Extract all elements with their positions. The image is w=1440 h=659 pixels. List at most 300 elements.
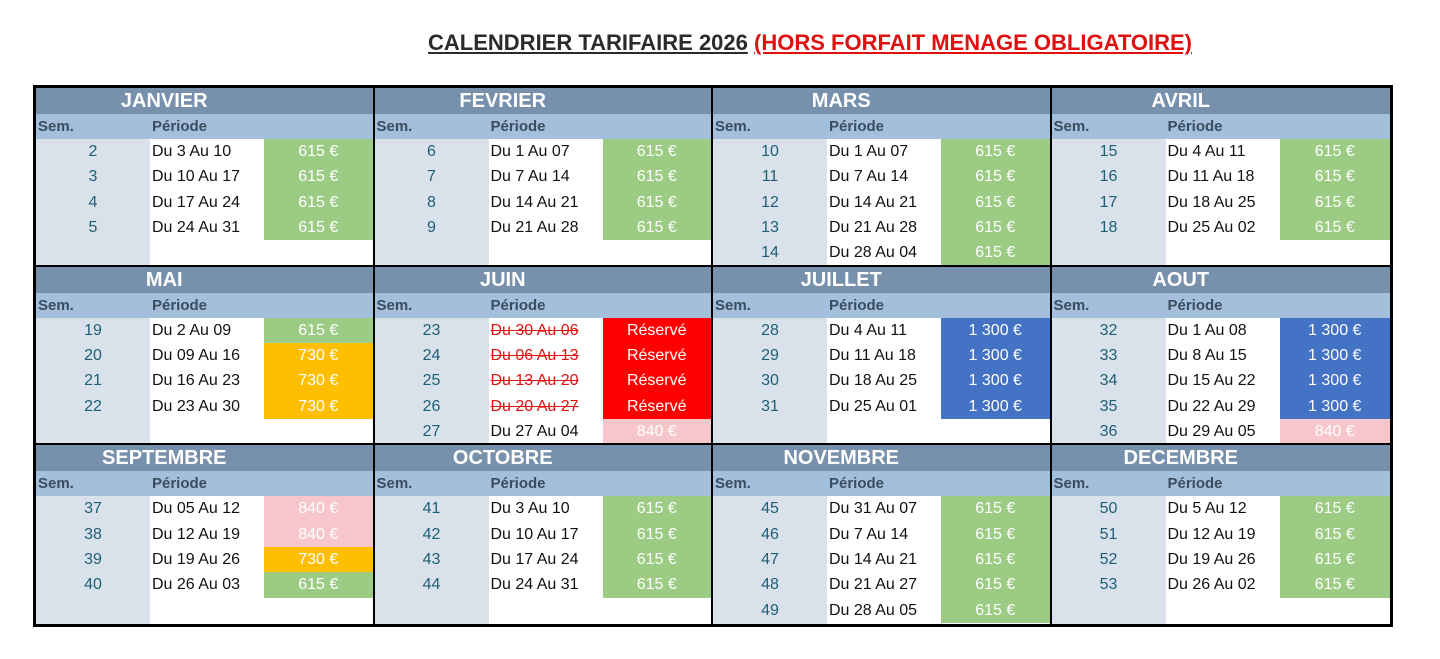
month-name: OCTOBRE bbox=[452, 447, 553, 470]
table-row bbox=[713, 190, 1050, 215]
week-number: 50 bbox=[1052, 496, 1166, 521]
week-number: 31 bbox=[713, 394, 827, 419]
week-number: 32 bbox=[1052, 318, 1166, 343]
week-number: 22 bbox=[36, 394, 150, 419]
period-dates: Du 12 Au 19 bbox=[1167, 525, 1256, 543]
title-note: (HORS FORFAIT MENAGE OBLIGATOIRE) bbox=[754, 30, 1192, 55]
column-header-row bbox=[375, 293, 712, 318]
week-column-filler bbox=[36, 240, 150, 264]
price-cell: 615 € bbox=[941, 496, 1050, 521]
week-number: 49 bbox=[713, 598, 827, 623]
column-header-sem: Sem. bbox=[376, 118, 413, 135]
column-header-periode: Période bbox=[1167, 118, 1223, 135]
period-dates: Du 12 Au 19 bbox=[152, 525, 241, 543]
row-filler bbox=[375, 240, 712, 264]
week-number: 15 bbox=[1052, 139, 1166, 164]
price-cell: 1 300 € bbox=[941, 368, 1050, 393]
month-block-septembre bbox=[36, 445, 375, 624]
period-dates: Du 25 Au 01 bbox=[829, 397, 918, 415]
price-cell: 615 € bbox=[1280, 164, 1391, 189]
month-header bbox=[1052, 267, 1391, 293]
column-header-periode: Période bbox=[152, 118, 208, 135]
week-column-filler bbox=[713, 623, 827, 624]
week-number: 40 bbox=[36, 572, 150, 597]
week-number: 21 bbox=[36, 368, 150, 393]
month-header bbox=[713, 445, 1050, 471]
column-header-periode: Période bbox=[490, 475, 546, 493]
price-cell: 615 € bbox=[603, 496, 712, 521]
table-row bbox=[36, 343, 373, 368]
price-cell: 840 € bbox=[1280, 419, 1391, 444]
period-dates: Du 14 Au 21 bbox=[829, 550, 918, 568]
price-cell: 615 € bbox=[603, 522, 712, 547]
week-column-filler bbox=[713, 419, 827, 443]
period-dates: Du 17 Au 24 bbox=[490, 550, 579, 568]
month-name: NOVEMBRE bbox=[783, 447, 900, 470]
week-number: 34 bbox=[1052, 368, 1166, 393]
period-dates: Du 1 Au 07 bbox=[490, 143, 570, 160]
price-cell: 615 € bbox=[603, 572, 712, 597]
table-row bbox=[1052, 547, 1391, 572]
week-number: 42 bbox=[375, 522, 489, 547]
period-dates: Du 19 Au 26 bbox=[1167, 550, 1256, 568]
table-row bbox=[713, 215, 1050, 240]
week-number: 38 bbox=[36, 522, 150, 547]
week-number: 12 bbox=[713, 190, 827, 215]
column-header-periode: Période bbox=[490, 118, 546, 135]
month-block-mai bbox=[36, 267, 375, 446]
price-cell: 615 € bbox=[603, 139, 712, 164]
week-number: 8 bbox=[375, 190, 489, 215]
week-number: 18 bbox=[1052, 215, 1166, 240]
period-dates: Du 28 Au 04 bbox=[829, 244, 918, 262]
period-dates: Du 5 Au 12 bbox=[1167, 500, 1247, 518]
period-dates: Du 10 Au 17 bbox=[152, 168, 241, 186]
period-dates: Du 1 Au 07 bbox=[829, 143, 909, 160]
reserved-badge: Réservé bbox=[603, 394, 712, 419]
price-cell: 1 300 € bbox=[1280, 318, 1391, 343]
price-cell: 615 € bbox=[264, 215, 373, 240]
month-name: AOUT bbox=[1152, 268, 1210, 291]
week-number: 29 bbox=[713, 343, 827, 368]
price-cell: 615 € bbox=[941, 547, 1050, 572]
table-row bbox=[36, 522, 373, 547]
month-header bbox=[36, 267, 373, 293]
table-row bbox=[375, 394, 712, 419]
price-cell: 615 € bbox=[941, 240, 1050, 265]
row-filler bbox=[36, 419, 373, 443]
period-dates: Du 7 Au 14 bbox=[829, 525, 909, 543]
period-dates: Du 4 Au 11 bbox=[829, 321, 907, 339]
table-row bbox=[375, 368, 712, 393]
table-row bbox=[1052, 318, 1391, 343]
period-dates: Du 27 Au 04 bbox=[490, 422, 579, 440]
month-name: AVRIL bbox=[1151, 90, 1210, 112]
period-dates: Du 14 Au 21 bbox=[490, 193, 579, 211]
period-dates: Du 3 Au 10 bbox=[152, 143, 232, 160]
table-row bbox=[713, 240, 1050, 265]
period-dates: Du 1 Au 08 bbox=[1167, 321, 1247, 339]
month-name: DECEMBRE bbox=[1123, 447, 1238, 470]
price-cell: 840 € bbox=[603, 419, 712, 444]
price-cell: 615 € bbox=[941, 164, 1050, 189]
column-header-periode: Période bbox=[829, 296, 885, 314]
period-dates: Du 24 Au 31 bbox=[490, 576, 579, 594]
table-row bbox=[375, 547, 712, 572]
period-dates: Du 10 Au 17 bbox=[490, 525, 579, 543]
table-row bbox=[1052, 139, 1391, 164]
week-number: 44 bbox=[375, 572, 489, 597]
week-number: 6 bbox=[375, 139, 489, 164]
table-row bbox=[713, 343, 1050, 368]
week-number: 16 bbox=[1052, 164, 1166, 189]
price-cell: 615 € bbox=[603, 215, 712, 240]
column-header-periode: Période bbox=[152, 296, 208, 314]
month-name: JUILLET bbox=[800, 268, 882, 291]
price-cell: 615 € bbox=[264, 572, 373, 597]
row-filler bbox=[1052, 240, 1391, 264]
week-number: 41 bbox=[375, 496, 489, 521]
table-row bbox=[1052, 496, 1391, 521]
period-dates: Du 17 Au 24 bbox=[152, 193, 241, 211]
price-cell: 840 € bbox=[264, 496, 373, 521]
period-dates: Du 2 Au 09 bbox=[152, 321, 232, 339]
table-row bbox=[375, 139, 712, 164]
week-number: 14 bbox=[713, 240, 827, 265]
period-dates: Du 30 Au 06 bbox=[490, 321, 579, 339]
column-header-row bbox=[375, 471, 712, 496]
row-filler bbox=[713, 623, 1050, 624]
period-dates: Du 16 Au 23 bbox=[152, 372, 241, 390]
table-row bbox=[36, 139, 373, 164]
table-row bbox=[713, 318, 1050, 343]
table-row bbox=[36, 368, 373, 393]
table-row bbox=[713, 522, 1050, 547]
week-number: 37 bbox=[36, 496, 150, 521]
price-cell: 1 300 € bbox=[1280, 343, 1391, 368]
price-cell: 730 € bbox=[264, 547, 373, 572]
table-row bbox=[375, 164, 712, 189]
price-cell: 730 € bbox=[264, 368, 373, 393]
week-number: 17 bbox=[1052, 190, 1166, 215]
column-header-sem: Sem. bbox=[1053, 296, 1090, 314]
title-main: CALENDRIER TARIFAIRE 2026 bbox=[428, 30, 748, 55]
month-block-octobre bbox=[375, 445, 714, 624]
price-cell: 730 € bbox=[264, 394, 373, 419]
row-filler bbox=[1052, 598, 1391, 624]
table-row bbox=[36, 394, 373, 419]
price-cell: 615 € bbox=[603, 547, 712, 572]
month-header bbox=[36, 445, 373, 471]
period-dates: Du 31 Au 07 bbox=[829, 500, 918, 518]
price-cell: 615 € bbox=[1280, 215, 1391, 240]
table-row bbox=[375, 496, 712, 521]
price-cell: 615 € bbox=[1280, 547, 1391, 572]
price-cell: 615 € bbox=[264, 164, 373, 189]
period-dates: Du 8 Au 15 bbox=[1167, 346, 1247, 364]
column-header-sem: Sem. bbox=[1053, 118, 1090, 135]
month-name: MARS bbox=[811, 90, 871, 112]
column-header-row bbox=[1052, 114, 1391, 139]
week-number: 25 bbox=[375, 368, 489, 393]
table-row bbox=[36, 318, 373, 343]
column-header-row bbox=[36, 471, 373, 496]
month-header bbox=[1052, 445, 1391, 471]
week-number: 24 bbox=[375, 343, 489, 368]
period-dates: Du 7 Au 14 bbox=[829, 168, 909, 186]
week-number: 23 bbox=[375, 318, 489, 343]
column-header-periode: Période bbox=[490, 296, 546, 314]
table-row bbox=[1052, 394, 1391, 419]
table-row bbox=[713, 598, 1050, 623]
month-block-mars bbox=[713, 88, 1052, 267]
column-header-periode: Période bbox=[829, 475, 885, 493]
month-block-fevrier bbox=[375, 88, 714, 267]
week-number: 5 bbox=[36, 215, 150, 240]
period-dates: Du 11 Au 18 bbox=[1167, 168, 1255, 186]
table-row bbox=[36, 496, 373, 521]
table-row bbox=[1052, 522, 1391, 547]
price-cell: 1 300 € bbox=[1280, 368, 1391, 393]
week-number: 51 bbox=[1052, 522, 1166, 547]
price-cell: 615 € bbox=[941, 215, 1050, 240]
price-cell: 1 300 € bbox=[1280, 394, 1391, 419]
column-header-periode: Période bbox=[1167, 475, 1223, 493]
month-block-janvier bbox=[36, 88, 375, 267]
month-block-avril bbox=[1052, 88, 1391, 267]
column-header-sem: Sem. bbox=[715, 475, 751, 493]
week-number: 35 bbox=[1052, 394, 1166, 419]
row-filler bbox=[713, 419, 1050, 443]
price-cell: 730 € bbox=[264, 343, 373, 368]
column-header-row bbox=[713, 114, 1050, 139]
period-dates: Du 3 Au 10 bbox=[490, 500, 570, 518]
period-dates: Du 09 Au 16 bbox=[152, 346, 241, 364]
period-dates: Du 28 Au 05 bbox=[829, 601, 918, 619]
row-filler bbox=[36, 598, 373, 624]
period-dates: Du 22 Au 29 bbox=[1167, 397, 1256, 415]
week-column-filler bbox=[1052, 240, 1166, 264]
column-header-row bbox=[36, 293, 373, 318]
week-number: 53 bbox=[1052, 572, 1166, 597]
column-header-sem: Sem. bbox=[38, 118, 74, 135]
table-row bbox=[713, 368, 1050, 393]
table-row bbox=[375, 522, 712, 547]
column-header-sem: Sem. bbox=[376, 296, 413, 314]
table-row bbox=[1052, 419, 1391, 444]
period-dates: Du 05 Au 12 bbox=[152, 500, 241, 518]
period-dates: Du 13 Au 20 bbox=[490, 372, 579, 390]
month-header bbox=[36, 88, 373, 114]
price-cell: 615 € bbox=[1280, 496, 1391, 521]
period-dates: Du 18 Au 25 bbox=[1167, 193, 1256, 211]
month-block-aout bbox=[1052, 267, 1391, 446]
table-row bbox=[713, 139, 1050, 164]
week-number: 52 bbox=[1052, 547, 1166, 572]
period-dates: Du 06 Au 13 bbox=[490, 346, 579, 364]
price-cell: 1 300 € bbox=[941, 394, 1050, 419]
period-dates: Du 4 Au 11 bbox=[1167, 143, 1246, 160]
month-name: JANVIER bbox=[120, 90, 208, 112]
table-row bbox=[1052, 164, 1391, 189]
week-number: 43 bbox=[375, 547, 489, 572]
week-number: 26 bbox=[375, 394, 489, 419]
price-cell: 615 € bbox=[264, 139, 373, 164]
table-row bbox=[713, 547, 1050, 572]
week-number: 45 bbox=[713, 496, 827, 521]
column-header-sem: Sem. bbox=[715, 296, 751, 314]
table-row bbox=[375, 318, 712, 343]
week-column-filler bbox=[375, 598, 489, 624]
week-number: 11 bbox=[713, 164, 827, 189]
week-column-filler bbox=[375, 240, 489, 264]
period-dates: Du 21 Au 28 bbox=[829, 218, 918, 236]
table-row bbox=[375, 190, 712, 215]
table-row bbox=[375, 215, 712, 240]
column-header-sem: Sem. bbox=[376, 475, 413, 493]
price-cell: 1 300 € bbox=[941, 343, 1050, 368]
week-number: 30 bbox=[713, 368, 827, 393]
table-row bbox=[1052, 343, 1391, 368]
table-row bbox=[375, 572, 712, 597]
month-header bbox=[1052, 88, 1391, 114]
table-row bbox=[375, 419, 712, 444]
price-cell: 615 € bbox=[941, 139, 1050, 164]
price-cell: 615 € bbox=[603, 164, 712, 189]
table-row bbox=[36, 164, 373, 189]
price-cell: 615 € bbox=[603, 190, 712, 215]
week-number: 28 bbox=[713, 318, 827, 343]
row-filler bbox=[36, 240, 373, 264]
column-header-row bbox=[1052, 471, 1391, 496]
period-dates: Du 24 Au 31 bbox=[152, 218, 241, 236]
week-number: 19 bbox=[36, 318, 150, 343]
table-row bbox=[713, 572, 1050, 597]
table-row bbox=[36, 572, 373, 597]
page-title bbox=[0, 30, 1440, 56]
column-header-row bbox=[713, 293, 1050, 318]
week-number: 4 bbox=[36, 190, 150, 215]
month-header bbox=[713, 267, 1050, 293]
month-header bbox=[713, 88, 1050, 114]
period-dates: Du 21 Au 27 bbox=[829, 576, 918, 594]
week-column-filler bbox=[36, 419, 150, 443]
period-dates: Du 14 Au 21 bbox=[829, 193, 918, 211]
month-block-novembre bbox=[713, 445, 1052, 624]
column-header-row bbox=[1052, 293, 1391, 318]
price-cell: 615 € bbox=[941, 572, 1050, 597]
week-column-filler bbox=[36, 598, 150, 624]
period-dates: Du 26 Au 02 bbox=[1167, 576, 1256, 594]
week-number: 47 bbox=[713, 547, 827, 572]
week-number: 36 bbox=[1052, 419, 1166, 444]
table-row bbox=[36, 190, 373, 215]
price-cell: 615 € bbox=[264, 190, 373, 215]
period-dates: Du 21 Au 28 bbox=[490, 218, 579, 236]
period-dates: Du 20 Au 27 bbox=[490, 397, 579, 415]
column-header-sem: Sem. bbox=[38, 475, 74, 493]
price-cell: 615 € bbox=[1280, 190, 1391, 215]
period-dates: Du 19 Au 26 bbox=[152, 550, 241, 568]
month-name: JUIN bbox=[479, 268, 526, 291]
month-header bbox=[375, 445, 712, 471]
period-dates: Du 23 Au 30 bbox=[152, 397, 241, 415]
price-cell: 840 € bbox=[264, 522, 373, 547]
table-row bbox=[36, 547, 373, 572]
month-block-juillet bbox=[713, 267, 1052, 446]
column-header-periode: Période bbox=[829, 118, 885, 135]
table-row bbox=[1052, 190, 1391, 215]
column-header-periode: Période bbox=[152, 475, 208, 493]
table-row bbox=[713, 496, 1050, 521]
week-number: 10 bbox=[713, 139, 827, 164]
table-row bbox=[1052, 572, 1391, 597]
reserved-badge: Réservé bbox=[603, 368, 712, 393]
table-row bbox=[1052, 215, 1391, 240]
period-dates: Du 29 Au 05 bbox=[1167, 422, 1256, 440]
week-number: 9 bbox=[375, 215, 489, 240]
table-row bbox=[713, 164, 1050, 189]
week-number: 48 bbox=[713, 572, 827, 597]
period-dates: Du 25 Au 02 bbox=[1167, 218, 1256, 236]
price-cell: 615 € bbox=[941, 598, 1050, 623]
week-number: 13 bbox=[713, 215, 827, 240]
month-header bbox=[375, 267, 712, 293]
week-number: 39 bbox=[36, 547, 150, 572]
price-cell: 1 300 € bbox=[941, 318, 1050, 343]
week-number: 33 bbox=[1052, 343, 1166, 368]
period-dates: Du 7 Au 14 bbox=[490, 168, 570, 186]
month-name: FEVRIER bbox=[459, 90, 547, 112]
price-cell: 615 € bbox=[264, 318, 373, 343]
week-number: 2 bbox=[36, 139, 150, 164]
week-number: 46 bbox=[713, 522, 827, 547]
column-header-row bbox=[36, 114, 373, 139]
column-header-sem: Sem. bbox=[1053, 475, 1090, 493]
period-dates: Du 18 Au 25 bbox=[829, 372, 918, 390]
week-column-filler bbox=[1052, 598, 1166, 624]
tariff-calendar-grid bbox=[33, 85, 1393, 627]
table-row bbox=[375, 343, 712, 368]
column-header-sem: Sem. bbox=[38, 296, 74, 314]
table-row bbox=[713, 394, 1050, 419]
column-header-sem: Sem. bbox=[715, 118, 751, 135]
price-cell: 615 € bbox=[941, 190, 1050, 215]
week-number: 20 bbox=[36, 343, 150, 368]
price-cell: 615 € bbox=[941, 522, 1050, 547]
week-number: 27 bbox=[375, 419, 489, 444]
period-dates: Du 11 Au 18 bbox=[829, 346, 916, 364]
week-number: 7 bbox=[375, 164, 489, 189]
column-header-row bbox=[713, 471, 1050, 496]
reserved-badge: Réservé bbox=[603, 343, 712, 368]
price-cell: 615 € bbox=[1280, 572, 1391, 597]
reserved-badge: Réservé bbox=[603, 318, 712, 343]
table-row bbox=[36, 215, 373, 240]
column-header-periode: Période bbox=[1167, 296, 1223, 314]
month-name: SEPTEMBRE bbox=[102, 447, 227, 470]
period-dates: Du 26 Au 03 bbox=[152, 576, 241, 594]
price-cell: 615 € bbox=[1280, 139, 1391, 164]
table-row bbox=[1052, 368, 1391, 393]
row-filler bbox=[375, 598, 712, 624]
period-dates: Du 15 Au 22 bbox=[1167, 372, 1256, 390]
month-block-decembre bbox=[1052, 445, 1391, 624]
month-block-juin bbox=[375, 267, 714, 446]
month-header bbox=[375, 88, 712, 114]
column-header-row bbox=[375, 114, 712, 139]
week-number: 3 bbox=[36, 164, 150, 189]
